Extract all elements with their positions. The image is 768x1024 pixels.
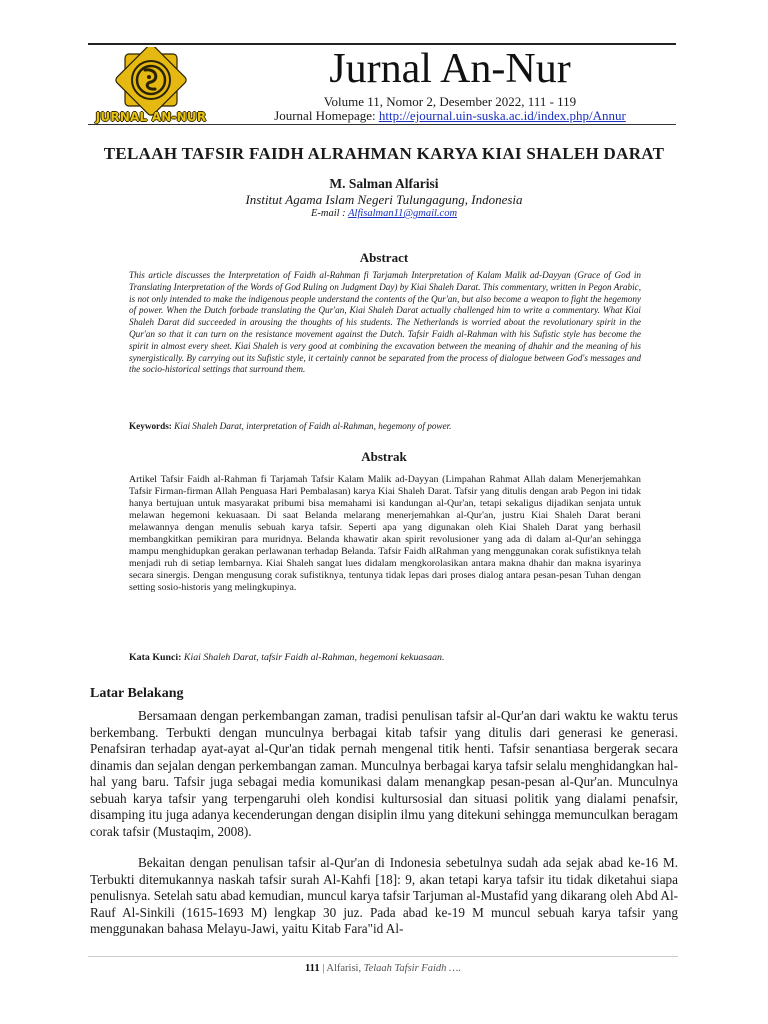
journal-title: Jurnal An-Nur <box>329 46 571 92</box>
footer-running-title: Telaah Tafsir Faidh …. <box>363 963 461 974</box>
page-footer <box>88 963 678 974</box>
journal-homepage <box>220 108 680 124</box>
abstrak-heading: Abstrak <box>361 449 407 464</box>
email-label: E-mail : <box>310 208 349 219</box>
homepage-link[interactable]: http://ejournal.uin-suska.ac.id/index.php/Annur <box>378 108 626 123</box>
email-link[interactable]: Alfisalman11@gmail.com <box>348 208 458 219</box>
body-paragraph-2: Bekaitan dengan penulisan tafsir al-Qur'an di Indonesia sebetulnya sudah ada sejak abad ke-16 M. Terbukti ditemukannya naskah tafsir surah Al-Kahfi [18]: 9, akan tetapi karya tafsir itu tidak diketahui siapa penulisnya. Setelah satu abad kemudian, muncul karya tafsir Tarjuman al-Mustafid yang dikarang oleh Abd Al-Rauf Al-Sinkili (1615-1693 M) lengkap 30 juz. Pada abad ke-19 M muncul sebuah karya tafsir yang menggunakan bahasa Melayu-Jawi, yaitu Kitab Fara"id Al- <box>90 855 678 936</box>
keywords-id-value: Kiai Shaleh Darat, tafsir Faidh al-Rahman, hegemoni kekuasaan. <box>181 652 445 663</box>
author-email <box>60 208 708 219</box>
keywords-id <box>129 652 641 664</box>
abstract-en-text: This article discusses the Interpretation of Faidh al-Rahman fi Tarjamah Interpretation of Kalam Malik ad-Dayyan (Grace of God in Translating Interpretation of the Words of God Ruling on Judgment Day) by Kiai Shaleh Darat. This commentary, written in Pegon Arabic, is not only intended to make the indigenous people understand the contents of the Qur'an, but also become a weapon to fight the hegemony of power. When the Dutch forbade translating the Qur'an, Kiai Shaleh Darat actually challenged him to write a commentary. What Kiai Shaleh Darat did succeeded in arousing the thoughts of his students. The Netherlands is worried about the revolutionary spirit in the Qur'an so that it can turn on the resistance movement against the Dutch. Tafsir Faidh al-Rahman with his Sufistic style has become the spirit in almost every sheet. Kiai Shaleh is very good at combining the excavation between the meaning of dhahir and the meaning of his synergistically. By carrying out its Sufistic style, it certainly cannot be separated from the process of dialogue between God's messages and the socio-historical settings that surround them. <box>129 270 642 375</box>
footer-author: Alfarisi, <box>326 963 364 974</box>
header-bottom-rule <box>88 124 676 125</box>
author-name: M. Salman Alfarisi <box>329 176 439 191</box>
keywords-en-label: Keywords: <box>129 421 172 431</box>
abstract-id-text: Artikel Tafsir Faidh al-Rahman fi Tarjamah Tafsir Kalam Malik ad-Dayyan (Limpahan Rahmat Allah dalam Menerjemahkan Tafsir Firman-firman Allah Penguasa Hari Pembalasan) karya Kiai Shaleh Darat. Tafsir yang ditulis dengan arab Pegon ini tidak hanya bertujuan untuk masyarakat pribumi bisa memahami isi kandungan al-Qur'an, tetapi sekaligus dijadikan senjata untuk melawan hegemoni kekuasaan. Di saat Belanda melarang menerjemahkan al-Qur'an, justru Kiai Shaleh Darat berani melawannya dengan menulis sebuah karya tafsir. Seperti apa yang digunakan oleh Kiai Shaleh Darat yang berhasil membangkitkan pemikiran para muridnya. Belanda khawatir akan spirit revolusioner yang ada di dalam al-Qur'an sehingga mampu menghidupkan gerakan perlawanan terhadap Belanda. Tafsir Faidh alRahman yang menggunakan corak sufistiknya telah menjadi ruh di setiap lembarnya. Kiai Shaleh sangat lues didalam mengkorolasikan antara makna dhahir dan makna isyarinya secara sinergis. Dengan mengusung corak sufistiknya, tentunya tidak lepas dari proses dialog antara pesan-pesan Tuhan dengan setting sosio-historis yang melingkupinya. <box>129 474 641 594</box>
keywords-id-label: Kata Kunci: <box>129 652 182 663</box>
logo-text: JURNAL AN-NUR <box>95 110 207 124</box>
journal-volume-line: Volume 11, Nomor 2, Desember 2022, 111 - 119 <box>323 94 577 109</box>
footer-rule <box>88 956 678 957</box>
homepage-label: Journal Homepage: <box>274 108 379 123</box>
keywords-en-value: Kiai Shaleh Darat, interpretation of Faidh al-Rahman, hegemony of power. <box>171 421 452 431</box>
author-affiliation: Institut Agama Islam Negeri Tulungagung, Indonesia <box>245 192 523 207</box>
abstract-heading: Abstract <box>359 250 409 265</box>
paper-title: TELAAH TAFSIR FAIDH ALRAHMAN KARYA KIAI SHALEH DARAT <box>103 144 665 163</box>
body-paragraph-1: Bersamaan dengan perkembangan zaman, tradisi penulisan tafsir al-Qur'an dari waktu ke waktu terus berkembang. Terbukti dengan munculnya berbagai kitab tafsir yang ditulis dari generasi ke generasi. Penafsiran terhadap ayat-ayat al-Qur'an tidak pernah mengenal titik henti. Tafsir senantiasa bergerak secara dinamis dan sejalan dengan perkembangan zaman. Munculnya berbagai karya tafsir selalu menghidangkan hal-hal yang baru. Tafsir juga sebagai media komunikasi dalam menangkap pesan-pesan al-Qur'an. Munculnya sebuah karya tafsir yang terpengaruhi oleh kondisi kultursosial dan situasi politik yang dialami penafsir, disamping itu juga adanya kecenderungan dengan disiplin ilmu yang ditekuni sehingga memunculkan beragam corak tafsir (Mustaqim, 2008). <box>90 708 678 839</box>
section-title: Latar Belakang <box>90 686 184 701</box>
page-number: 111 <box>305 963 320 974</box>
footer-separator: | <box>319 963 327 974</box>
keywords-en <box>129 420 641 432</box>
